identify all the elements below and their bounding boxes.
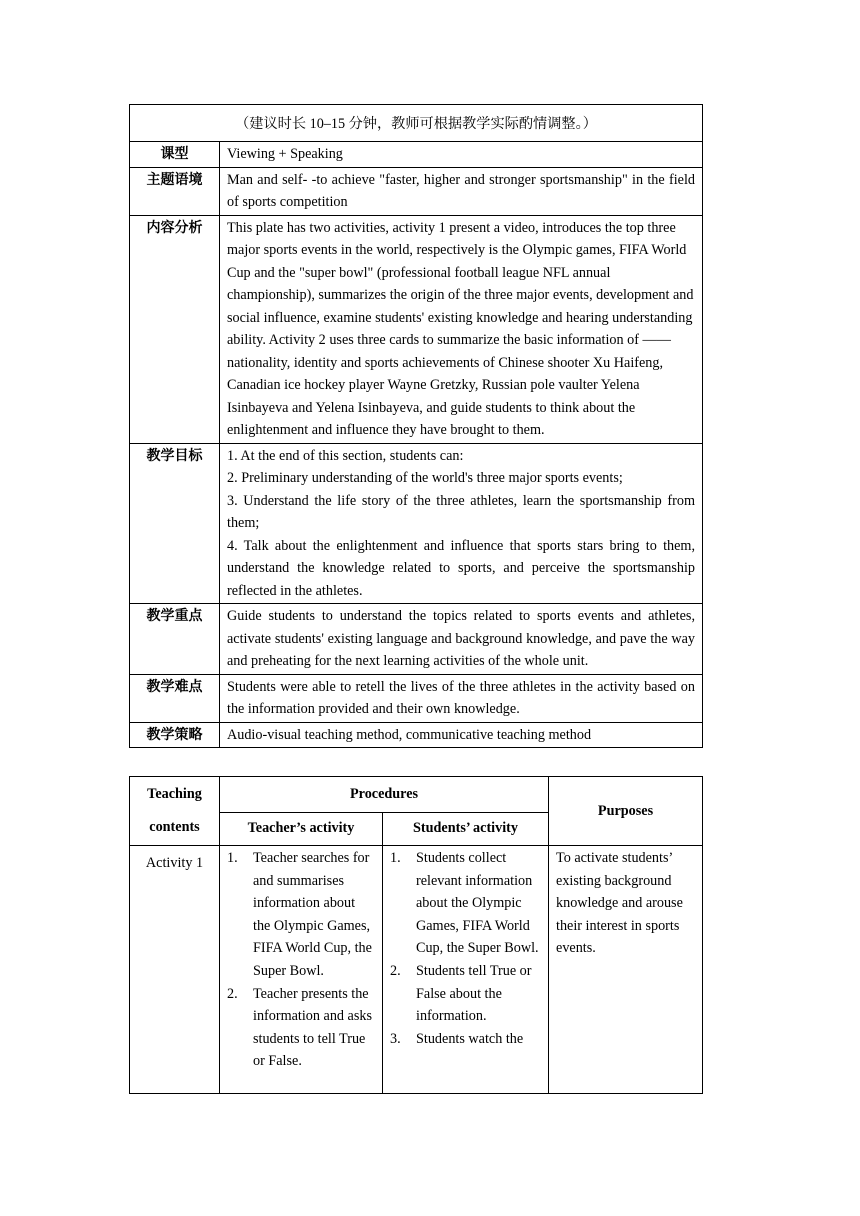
row-content-theme: Man and self- -to achieve "faster, higher and stronger sportsmanship" in the field of sports competition	[220, 167, 703, 215]
table-row	[130, 722, 703, 748]
row-label-teaching-goals: 教学目标	[130, 443, 220, 604]
duration-note: （建议时长 10–15 分钟，教师可根据教学实际酌情调整。）	[130, 105, 703, 142]
row-content-content-analysis: This plate has two activities, activity 1 present a video, introduces the top three major sports events in the world, respectively is the Olympic games, FIFA World Cup and the "super bowl" (professional football league NFL annual championship), summarizes the origin of the three major events, development and social influence, examine students' existing knowledge and hearing understanding ability. Activity 2 uses three cards to summarize the basic information of —— nationality, identity and sports achievements of Chinese shooter Xu Haifeng, Canadian ice hockey player Wayne Gretzky, Russian pole vaulter Yelena Isinbayeva and Yelena Isinbayeva, and guide students to think about the enlightenment and influence they have brought to them.	[220, 215, 703, 443]
goal-item: 4. Talk about the enlightenment and influence that sports stars bring to them, understand the knowledge related to sports, and perceive the sportsmanship reflected in the athletes.	[227, 537, 695, 599]
row-content-key-points: Guide students to understand the topics related to sports events and athletes, activate students' existing language and background knowledge, and pave the way and preheating for the next learning activities of the whole unit.	[220, 604, 703, 675]
list-item	[227, 847, 375, 983]
lesson-info-table	[129, 104, 703, 748]
table-row	[130, 846, 703, 1094]
row-label-strategy: 教学策略	[130, 722, 220, 748]
goal-item: 2. Preliminary understanding of the world's three major sports events;	[227, 470, 623, 486]
table-row	[130, 167, 703, 215]
table-row	[130, 443, 703, 604]
row-content-teaching-goals	[220, 443, 703, 604]
header-teaching-line1: Teaching	[147, 786, 202, 802]
list-text: Teacher searches for and summarises information about the Olympic Games, FIFA World Cup, the Super Bowl.	[253, 850, 372, 979]
header-teaching-line2: contents	[149, 819, 200, 835]
list-text: Students watch the	[416, 1030, 524, 1047]
teacher-activity-cell	[220, 846, 383, 1094]
row-content-difficulties: Students were able to retell the lives of the three athletes in the activity based on the information provided and their own knowledge.	[220, 674, 703, 722]
list-number: 1.	[390, 850, 401, 866]
list-item	[390, 1028, 541, 1051]
table-row	[130, 215, 703, 443]
goal-item: 1. At the end of this section, students can:	[227, 447, 464, 464]
header-teaching-contents	[130, 777, 220, 846]
list-number: 3.	[390, 1030, 401, 1047]
header-teacher-activity: Teacher’s activity	[220, 812, 383, 846]
procedures-table	[129, 776, 703, 1094]
list-number: 2.	[227, 985, 238, 1002]
list-text: Teacher presents the information and asks students to tell True or False.	[253, 985, 372, 1070]
students-activity-cell	[383, 846, 549, 1094]
goal-item: 3. Understand the life story of the three athletes, learn the sportsmanship from them;	[227, 492, 695, 531]
header-purposes: Purposes	[549, 777, 703, 846]
purpose-cell: To activate students’ existing background knowledge and arouse their interest in sports events.	[549, 846, 703, 1094]
row-content-strategy: Audio-visual teaching method, communicative teaching method	[220, 722, 703, 748]
list-text: Students tell True or False about the information.	[416, 962, 532, 1025]
table-row	[130, 142, 703, 168]
list-number: 1.	[227, 850, 238, 866]
list-number: 2.	[390, 962, 401, 979]
list-item	[390, 960, 541, 1028]
header-students-activity: Students’ activity	[383, 812, 549, 846]
row-content-lesson-type: Viewing + Speaking	[220, 142, 703, 168]
row-label-content-analysis: 内容分析	[130, 215, 220, 443]
list-item	[390, 847, 541, 960]
row-label-lesson-type: 课型	[130, 142, 220, 168]
note-row	[130, 105, 703, 142]
table-row	[130, 604, 703, 675]
row-label-difficulties: 教学难点	[130, 674, 220, 722]
header-procedures: Procedures	[220, 777, 549, 813]
activity-label: Activity 1	[130, 846, 220, 1094]
row-label-theme: 主题语境	[130, 167, 220, 215]
list-item	[227, 983, 375, 1073]
row-label-key-points: 教学重点	[130, 604, 220, 675]
list-text: Students collect relevant information about the Olympic Games, FIFA World Cup, the Super Bowl.	[416, 850, 539, 957]
table-row	[130, 674, 703, 722]
